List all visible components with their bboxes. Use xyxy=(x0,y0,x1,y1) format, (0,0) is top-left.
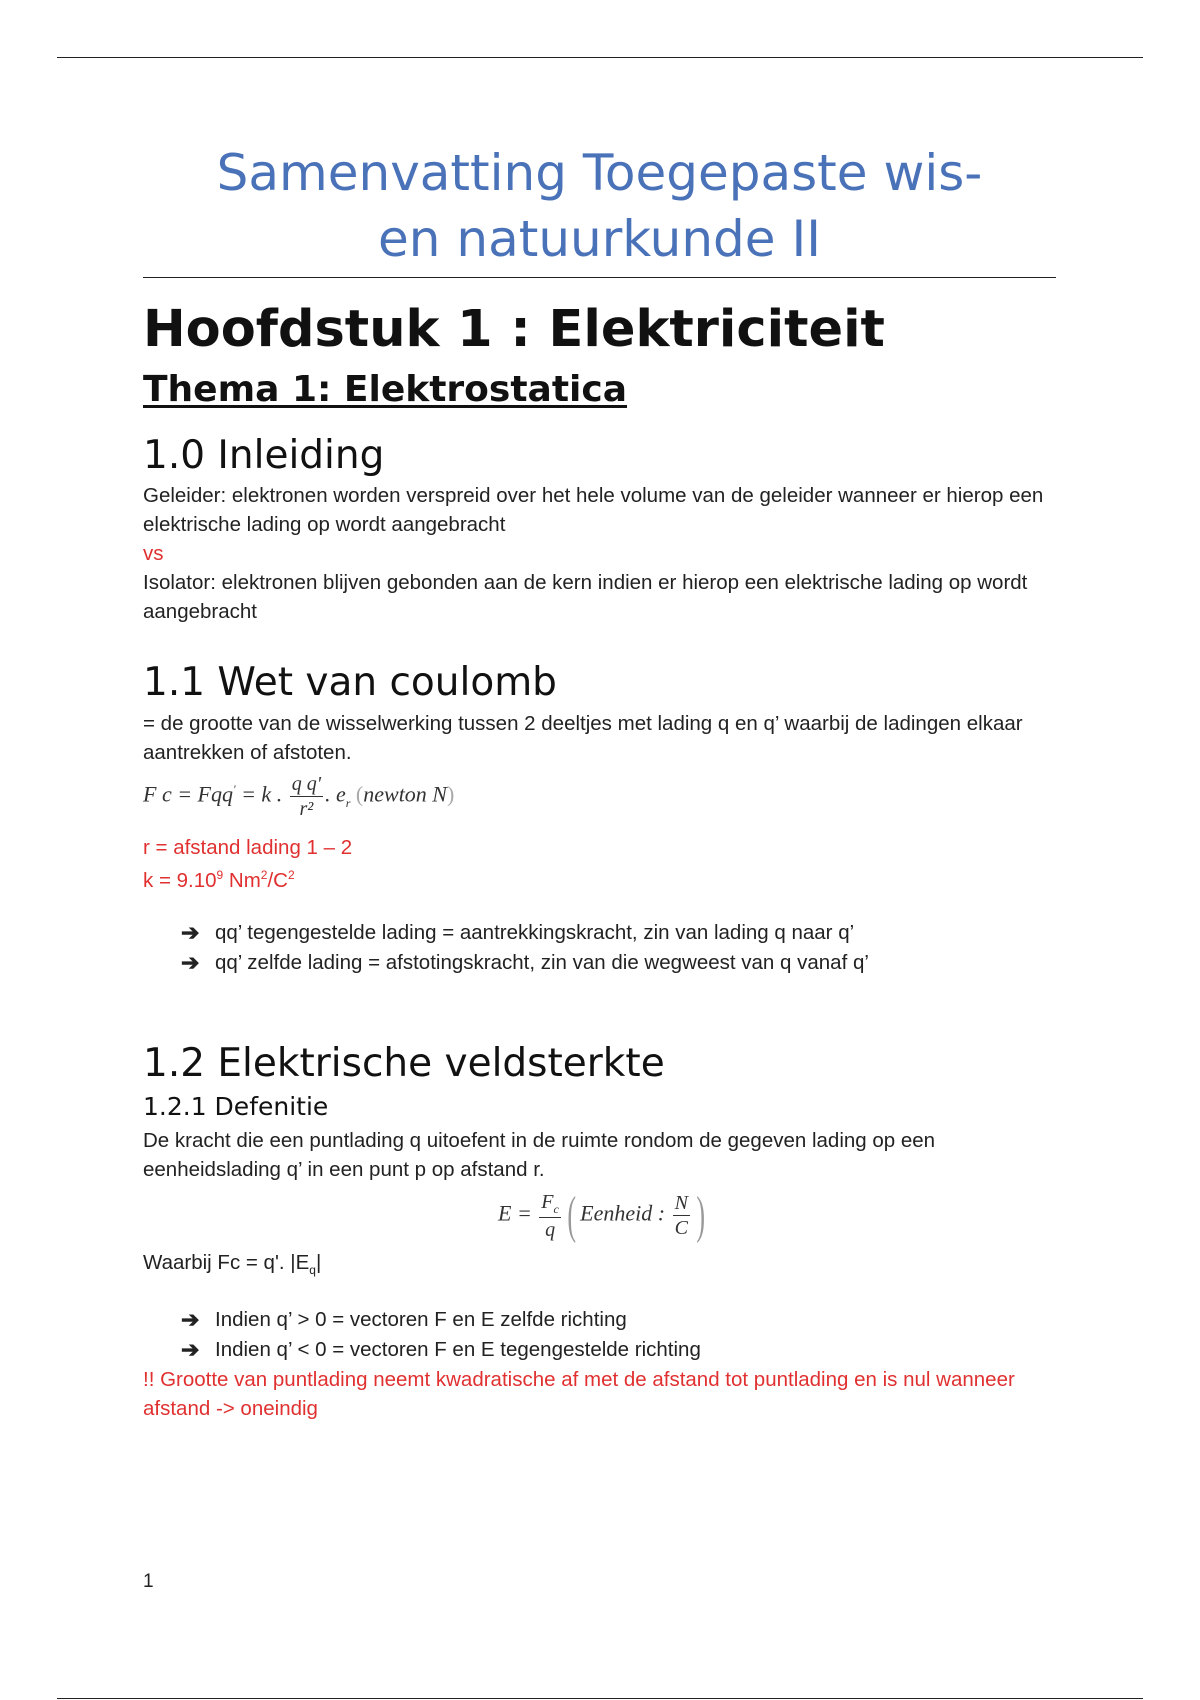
document-title xyxy=(143,140,1056,272)
section-heading-1-1: 1.1 Wet van coulomb xyxy=(143,660,557,705)
bottom-border-rule xyxy=(57,1698,1143,1699)
list-item: ➔ qq’ tegengestelde lading = aantrekkingskracht, zin van lading q naar q’ xyxy=(181,918,869,948)
page-number: 1 xyxy=(143,1571,154,1592)
coulomb-bullets xyxy=(181,918,869,978)
subsection-heading-1-2-1: 1.2.1 Defenitie xyxy=(143,1092,329,1121)
veldsterkte-formula: E = $\frac{F_c}{q}$ ( Eenheid : $\frac{N}{C}$ ) xyxy=(498,1187,705,1244)
list-item: ➔ Indien q’ < 0 = vectoren F en E tegengestelde richting xyxy=(181,1335,701,1365)
section-heading-1-2: 1.2 Elektrische veldsterkte xyxy=(143,1041,665,1086)
coulomb-fraction: $\frac{\text{q q'}}{\text{r²}}$ xyxy=(291,773,321,820)
waarbij-line: Waarbij Fc = q'. $|E_q|$ xyxy=(143,1251,322,1278)
theme-heading: Thema 1: Elektrostatica xyxy=(143,369,628,410)
list-item: ➔ Indien q’ > 0 = vectoren F en E zelfde richting xyxy=(181,1305,701,1335)
r-definition: r = afstand lading 1 – 2 xyxy=(143,836,353,859)
isolator-paragraph: Isolator: elektronen blijven gebonden aan de kern indien er hierop een elektrische lading op wordt aangebracht xyxy=(143,571,1028,623)
section-heading-1-0: 1.0 Inleiding xyxy=(143,433,385,478)
arrow-right-icon: ➔ xyxy=(181,920,200,945)
title-line-2: en natuurkunde II xyxy=(378,210,821,268)
coulomb-formula: F c = Fqq' = k . $\frac{\text{q q'}}{\text{r²}}$ . $e_r$ (newton N) xyxy=(143,773,455,820)
coulomb-intro: = de grootte van de wisselwerking tussen 2 deeltjes met lading q en q’ waarbij de ladingen elkaar aantrekken of afstoten. xyxy=(143,712,1023,764)
arrow-right-icon: ➔ xyxy=(181,950,200,975)
k-definition: $k = 9.10^9$ $Nm^2/C^2$ xyxy=(143,868,295,892)
geleider-paragraph: Geleider: elektronen worden verspreid over het hele volume van de geleider wanneer er hierop een elektrische lading op wordt aangebracht xyxy=(143,484,1044,536)
title-line-1: Samenvatting Toegepaste wis- xyxy=(216,144,983,202)
top-border-rule xyxy=(57,57,1143,58)
veldsterkte-bullets xyxy=(181,1305,701,1365)
veldsterkte-definition: De kracht die een puntlading q uitoefent in de ruimte rondom de gegeven lading op een eenheidslading q’ in een punt p op afstand r. xyxy=(143,1129,936,1181)
vs-label: vs xyxy=(143,542,164,565)
arrow-right-icon: ➔ xyxy=(181,1337,200,1362)
arrow-right-icon: ➔ xyxy=(181,1307,200,1332)
puntlading-note: !! Grootte van puntlading neemt kwadratische af met de afstand tot puntlading en is nul wanneer afstand -> oneindig xyxy=(143,1368,1015,1420)
title-underline-rule xyxy=(143,277,1056,278)
list-item: ➔ qq’ zelfde lading = afstotingskracht, zin van die wegweest van q vanaf q’ xyxy=(181,948,869,978)
chapter-heading: Hoofdstuk 1 : Elektriciteit xyxy=(143,300,885,359)
